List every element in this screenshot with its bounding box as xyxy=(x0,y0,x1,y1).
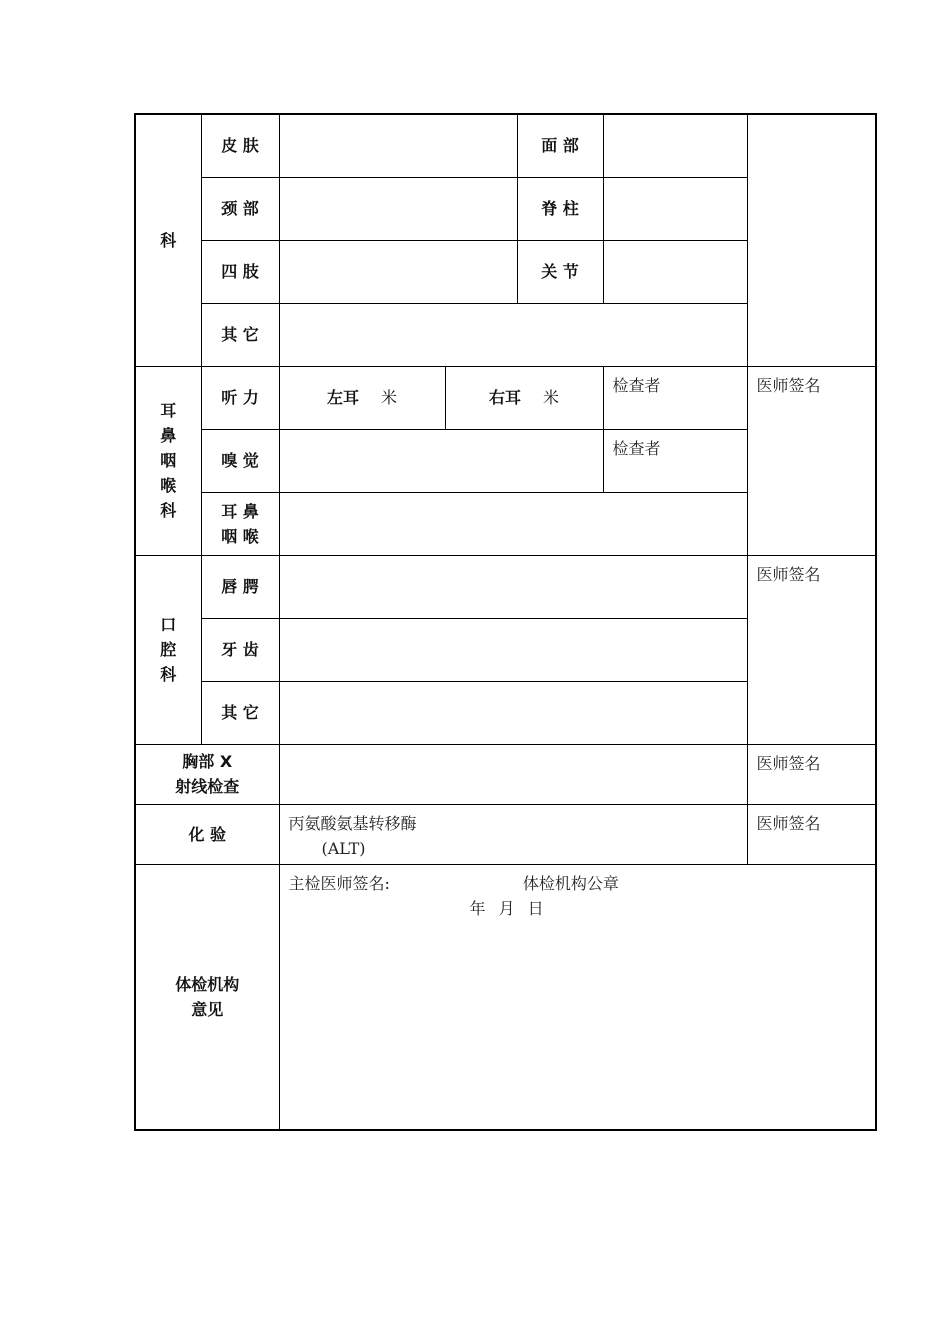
lips-value[interactable] xyxy=(279,555,747,618)
opinion-date: 年 月 日 xyxy=(469,898,544,918)
surgery-other-value[interactable] xyxy=(279,303,747,366)
teeth-value[interactable] xyxy=(279,618,747,681)
opinion-value[interactable] xyxy=(279,864,876,1130)
lab-doctor-sign[interactable]: 医师签名 xyxy=(747,804,876,864)
xray-value[interactable] xyxy=(279,744,747,804)
oral-other-label: 其 它 xyxy=(201,681,279,744)
surgery-dept-label: 科 xyxy=(135,114,201,366)
xray-doctor-sign[interactable]: 医师签名 xyxy=(747,744,876,804)
hearing-label: 听 力 xyxy=(201,366,279,429)
neck-label: 颈 部 xyxy=(201,177,279,240)
surgery-other-label: 其 它 xyxy=(201,303,279,366)
skin-label: 皮 肤 xyxy=(201,114,279,177)
neck-value[interactable] xyxy=(279,177,517,240)
oral-dept-label: 口 腔 科 xyxy=(135,555,201,744)
alt-label-line1: 丙氨酸氨基转移酶 xyxy=(288,813,417,833)
ent-doctor-sign[interactable]: 医师签名 xyxy=(747,366,876,555)
alt-label-line2: (ALT) xyxy=(321,838,366,858)
lab-label: 化 验 xyxy=(135,804,279,864)
lips-label: 唇 腭 xyxy=(201,555,279,618)
oral-doctor-sign[interactable]: 医师签名 xyxy=(747,555,876,744)
skin-value[interactable] xyxy=(279,114,517,177)
hearing-examiner[interactable]: 检查者 xyxy=(603,366,747,429)
ent-dept-label: 耳 鼻 咽 喉 科 xyxy=(135,366,201,555)
spine-value[interactable] xyxy=(603,177,747,240)
oral-other-value[interactable] xyxy=(279,681,747,744)
opinion-label: 体检机构 意见 xyxy=(135,864,279,1130)
smell-examiner[interactable]: 检查者 xyxy=(603,429,747,492)
teeth-label: 牙 齿 xyxy=(201,618,279,681)
ent-row-label: 耳 鼻 咽 喉 xyxy=(201,492,279,555)
spine-label: 脊 柱 xyxy=(517,177,603,240)
joints-value[interactable] xyxy=(603,240,747,303)
surgery-sign-cell[interactable] xyxy=(747,114,876,366)
limbs-label: 四 肢 xyxy=(201,240,279,303)
right-ear-value[interactable]: 右耳 米 xyxy=(445,366,603,429)
joints-label: 关 节 xyxy=(517,240,603,303)
ent-row-value[interactable] xyxy=(279,492,747,555)
smell-value[interactable] xyxy=(279,429,603,492)
institution-seal: 体检机构公章 xyxy=(522,873,619,893)
smell-label: 嗅 觉 xyxy=(201,429,279,492)
limbs-value[interactable] xyxy=(279,240,517,303)
health-exam-form xyxy=(134,113,877,1131)
chief-doctor-sign: 主检医师签名: xyxy=(288,873,390,893)
face-value[interactable] xyxy=(603,114,747,177)
face-label: 面 部 xyxy=(517,114,603,177)
left-ear-value[interactable]: 左耳 米 xyxy=(279,366,445,429)
alt-value[interactable] xyxy=(279,804,747,864)
xray-label: 胸部 X 射线检查 xyxy=(135,744,279,804)
